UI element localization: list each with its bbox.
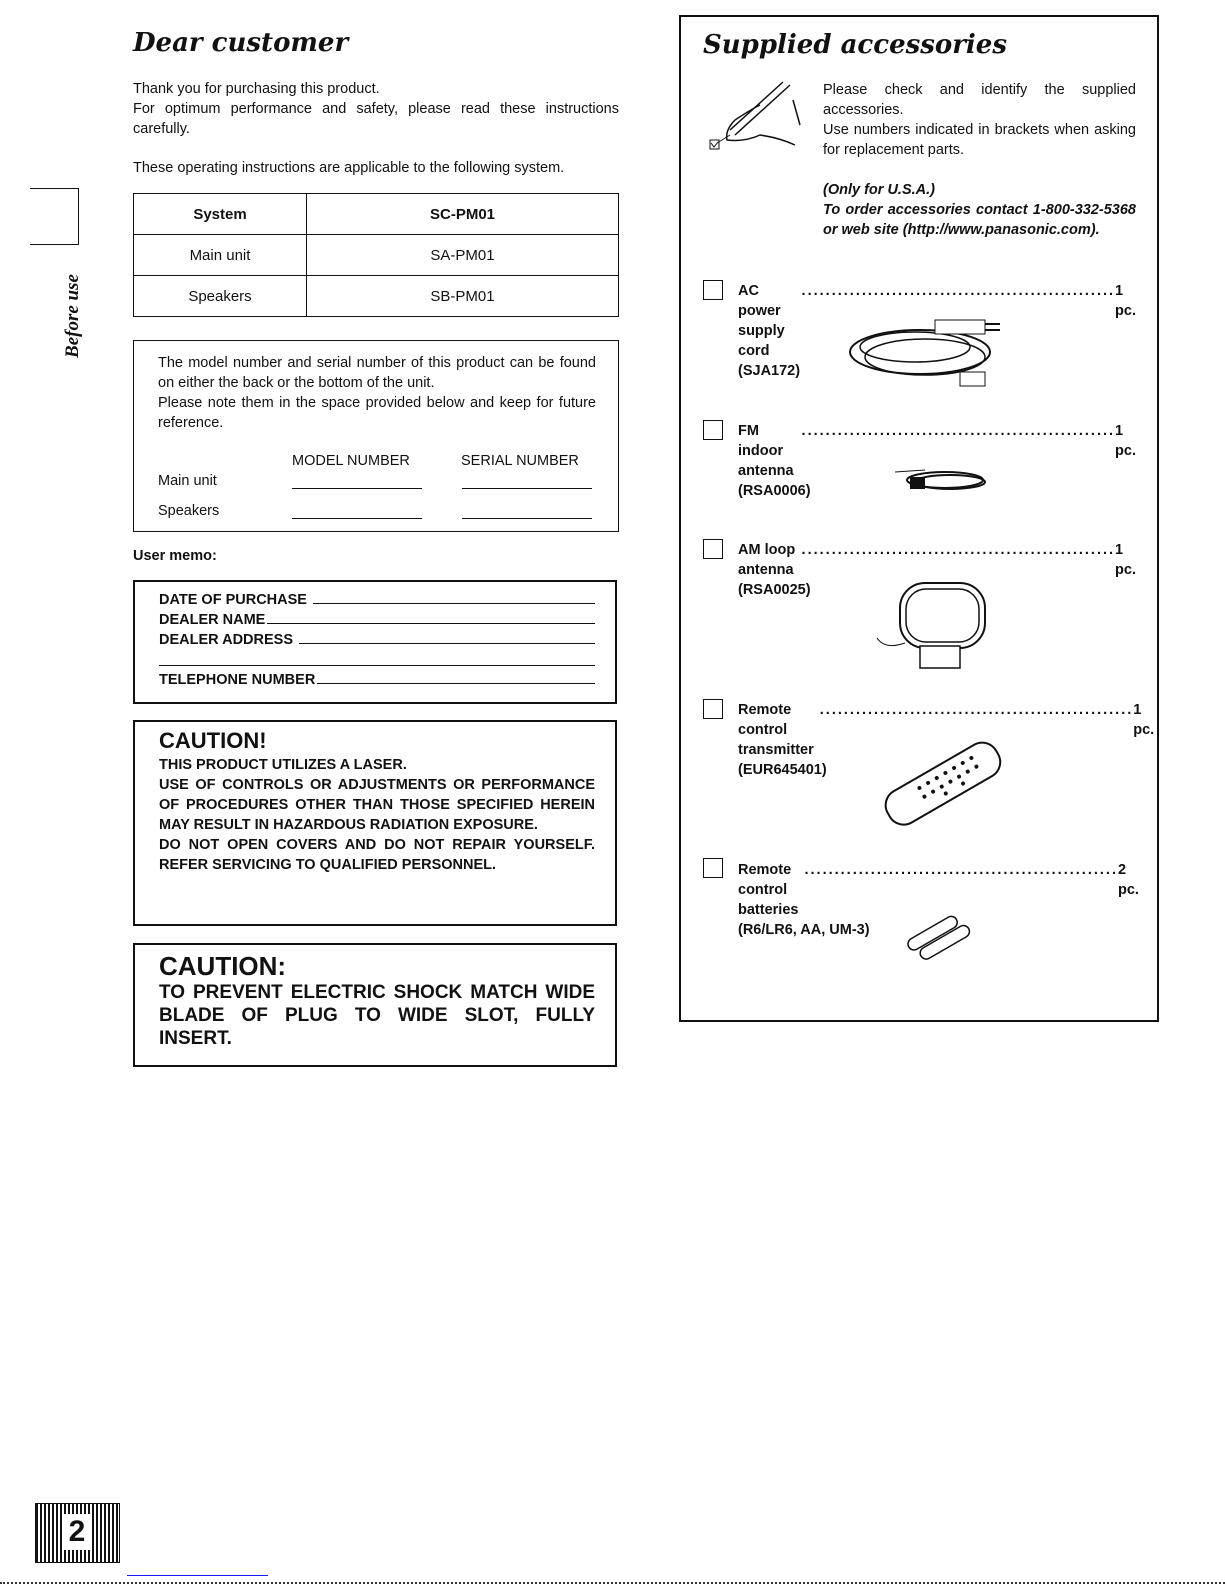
memo-label: DEALER NAME bbox=[159, 612, 266, 628]
table-row bbox=[134, 235, 619, 276]
section-tab-label: Before use bbox=[62, 274, 83, 358]
accessory-item: AM loop antenna .................................................... 1 pc. (RSA0025) bbox=[738, 542, 1136, 598]
cell: SA-PM01 bbox=[307, 235, 619, 276]
caution-line: DO NOT OPEN COVERS AND DO NOT REPAIR YOURSELF. REFER SERVICING TO QUALIFIED PERSONNEL. bbox=[159, 837, 595, 873]
item-qty: 1 pc. bbox=[1115, 423, 1136, 459]
user-memo-box bbox=[133, 580, 617, 704]
item-name: AC power supply cord bbox=[738, 283, 785, 359]
memo-field bbox=[159, 612, 595, 628]
intro-line: For optimum performance and safety, please read these instructions carefully. bbox=[133, 101, 619, 137]
pen-hand-icon bbox=[705, 80, 800, 155]
serial-number-box bbox=[133, 340, 619, 532]
dear-customer-title: Dear customer bbox=[133, 28, 349, 58]
ac-cord-image bbox=[840, 312, 1020, 397]
item-code: (SJA172) bbox=[738, 363, 801, 379]
model-line bbox=[292, 488, 422, 489]
user-memo-label: User memo: bbox=[133, 548, 217, 564]
item-qty: 1 pc. bbox=[1133, 702, 1155, 738]
serial-line bbox=[462, 488, 592, 489]
remote-control-image bbox=[875, 738, 1010, 828]
row-label: Speakers bbox=[158, 503, 220, 519]
item-qty: 1 pc. bbox=[1115, 542, 1136, 578]
accessory-item: Remote control batteries .................................................... 2 pc. (R6/LR6, AA, UM-3) bbox=[738, 862, 1139, 938]
item-name: Remote control transmitter bbox=[738, 702, 814, 758]
accessories-title: Supplied accessories bbox=[703, 30, 1007, 60]
page-bottom-edge bbox=[0, 1582, 1225, 1584]
cell: System bbox=[134, 194, 307, 235]
accessory-item: FM indoor antenna .................................................... 1 pc. (RSA0006) bbox=[738, 423, 1136, 499]
table-row bbox=[134, 276, 619, 317]
caution-title: CAUTION: bbox=[159, 951, 287, 981]
accessories-intro: Use numbers indicated in brackets when asking for replacement parts. bbox=[823, 122, 1136, 158]
accessory-item: Remote control transmitter .................................................... 1 pc. (EUR645401) bbox=[738, 702, 1155, 778]
checkbox-batteries[interactable] bbox=[703, 858, 723, 878]
item-code: (RSA0025) bbox=[738, 582, 811, 598]
serial-text: The model number and serial number of this product can be found on either the back or the bottom of the unit. bbox=[158, 355, 596, 391]
cell: SC-PM01 bbox=[307, 194, 619, 235]
shock-caution-box bbox=[133, 943, 617, 1067]
serial-number-header: SERIAL NUMBER bbox=[461, 453, 579, 469]
batteries-image bbox=[900, 912, 980, 962]
accessories-intro: Please check and identify the supplied accessories. bbox=[823, 82, 1136, 118]
system-table bbox=[133, 193, 619, 317]
fm-antenna-image bbox=[895, 462, 995, 497]
memo-label: TELEPHONE NUMBER bbox=[159, 672, 316, 688]
row-label: Main unit bbox=[158, 473, 217, 489]
model-number-header: MODEL NUMBER bbox=[292, 453, 410, 469]
checkbox-remote[interactable] bbox=[703, 699, 723, 719]
checkbox-am-antenna[interactable] bbox=[703, 539, 723, 559]
item-name: Remote control batteries bbox=[738, 862, 799, 918]
item-code: (EUR645401) bbox=[738, 762, 827, 778]
intro-text bbox=[133, 79, 619, 139]
page-number-tile bbox=[35, 1503, 120, 1563]
memo-field bbox=[159, 592, 595, 608]
caution-line: USE OF CONTROLS OR ADJUSTMENTS OR PERFORMANCE OF PROCEDURES OTHER THAN THOSE SPECIFIED HEREIN MAY RESULT IN HAZARDOUS RADIATION EXPOSURE. bbox=[159, 777, 595, 833]
memo-label: DEALER ADDRESS bbox=[159, 632, 294, 648]
serial-text: Please note them in the space provided below and keep for future reference. bbox=[158, 395, 596, 431]
blue-rule bbox=[127, 1575, 268, 1576]
caution-text: TO PREVENT ELECTRIC SHOCK MATCH WIDE BLADE OF PLUG TO WIDE SLOT, FULLY INSERT. bbox=[159, 982, 595, 1049]
item-code: (RSA0006) bbox=[738, 483, 811, 499]
section-tab-marker bbox=[30, 188, 79, 245]
intro-line: Thank you for purchasing this product. bbox=[133, 81, 380, 97]
caution-title: CAUTION! bbox=[159, 728, 267, 753]
model-line bbox=[292, 518, 422, 519]
accessory-item: AC power supply cord .................................................... 1 pc. (SJA172) bbox=[738, 283, 1136, 379]
caution-line: THIS PRODUCT UTILIZES A LASER. bbox=[159, 757, 407, 773]
item-code: (R6/LR6, AA, UM-3) bbox=[738, 922, 870, 938]
table-row bbox=[134, 194, 619, 235]
memo-field bbox=[159, 632, 595, 648]
am-antenna-image bbox=[875, 578, 995, 673]
cell: Speakers bbox=[134, 276, 307, 317]
applicable-text: These operating instructions are applicable to the following system. bbox=[133, 160, 565, 176]
item-name: FM indoor antenna bbox=[738, 423, 794, 479]
checkbox-ac-cord[interactable] bbox=[703, 280, 723, 300]
item-qty: 2 pc. bbox=[1117, 862, 1139, 898]
item-name: AM loop antenna bbox=[738, 542, 796, 578]
memo-label: DATE OF PURCHASE bbox=[159, 592, 307, 608]
memo-field bbox=[159, 672, 595, 688]
checkbox-fm-antenna[interactable] bbox=[703, 420, 723, 440]
order-contact-note: To order accessories contact 1-800-332-5368 or web site (http://www.panasonic.com). bbox=[823, 202, 1136, 238]
cell: SB-PM01 bbox=[307, 276, 619, 317]
item-qty: 1 pc. bbox=[1115, 283, 1136, 319]
page-number: 2 bbox=[64, 1514, 90, 1550]
cell: Main unit bbox=[134, 235, 307, 276]
usa-only-note: (Only for U.S.A.) bbox=[823, 182, 935, 198]
serial-line bbox=[462, 518, 592, 519]
laser-caution-box bbox=[133, 720, 617, 926]
